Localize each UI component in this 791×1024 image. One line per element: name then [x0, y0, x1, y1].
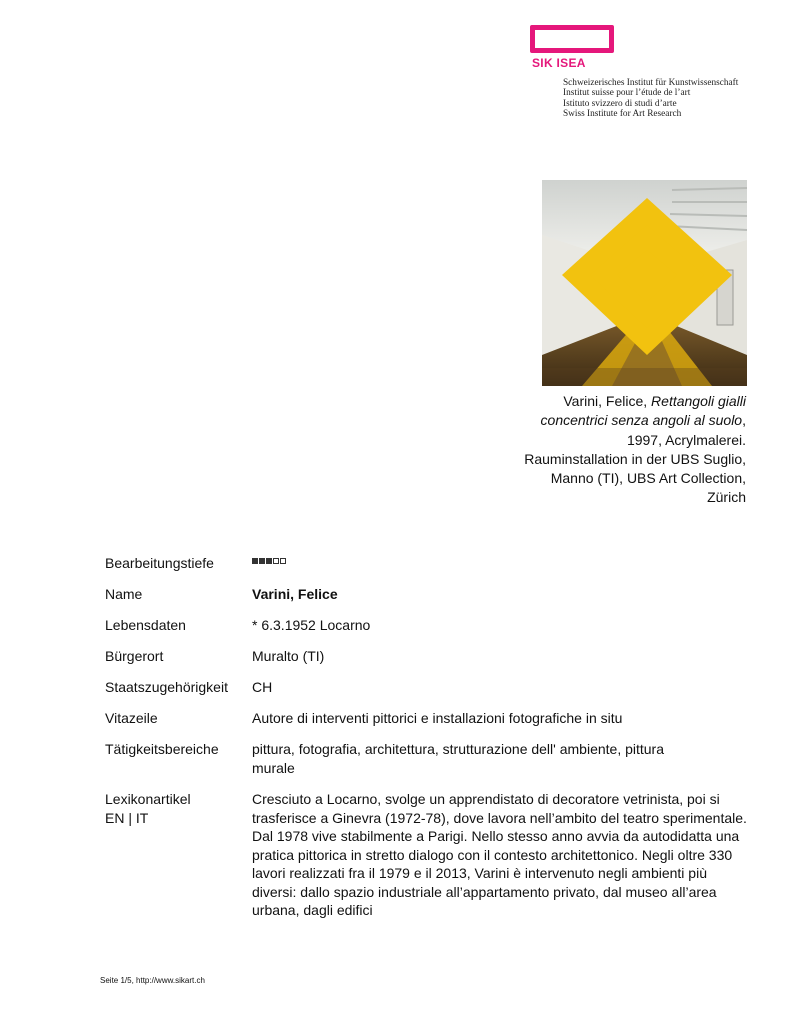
caption-line-5: Manno (TI), UBS Art Collection, — [550, 470, 746, 487]
activity-label: Tätigkeitsbereiche — [105, 741, 219, 757]
page-footer: Seite 1/5, http://www.sikart.ch — [100, 976, 205, 985]
institute-names — [563, 78, 738, 119]
name-label: Name — [105, 586, 143, 602]
artwork-photo — [542, 180, 747, 386]
caption-line-1 — [486, 392, 746, 411]
activity-value: pittura, fotografia, architettura, strutturazione dell' ambiente, pittura murale — [252, 741, 665, 776]
depth-rating — [252, 558, 286, 564]
institute-name-en: Swiss Institute for Art Research — [563, 108, 682, 119]
lexicon-language-links[interactable]: EN | IT — [105, 809, 149, 826]
artwork-illustration — [542, 180, 747, 386]
logo-frame-icon — [530, 25, 614, 53]
depth-square-2 — [259, 558, 265, 564]
caption-line-2 — [486, 411, 746, 430]
depth-square-1 — [252, 558, 258, 564]
vita-value: Autore di interventi pittorici e installazioni fotografiche in situ — [252, 710, 623, 726]
artwork-caption — [486, 392, 746, 508]
origin-value: Muralto (TI) — [252, 648, 325, 664]
logo-brand-text: SIK ISEA — [532, 56, 586, 70]
depth-square-3 — [266, 558, 272, 564]
life-dates-value: * 6.3.1952 Locarno — [252, 617, 371, 633]
nationality-label: Staatszugehörigkeit — [105, 679, 228, 695]
depth-square-4 — [273, 558, 279, 564]
institute-name-it: Istituto svizzero di studi d’arte — [563, 98, 677, 109]
caption-artist: Varini, Felice, — [563, 393, 652, 409]
caption-line-4: Rauminstallation in der UBS Suglio, — [524, 450, 746, 467]
caption-title-part2: concentrici senza angoli al suolo — [540, 412, 743, 429]
name-value: Varini, Felice — [252, 586, 338, 602]
caption-comma: , — [742, 412, 746, 429]
caption-line-6: Zürich — [707, 489, 746, 506]
lexicon-label-title: Lexikonartikel — [105, 791, 191, 807]
caption-title-part1: Rettangoli gialli — [651, 393, 746, 409]
life-dates-label: Lebensdaten — [105, 617, 186, 633]
caption-line-3: 1997, Acrylmalerei. — [626, 431, 746, 448]
origin-label: Bürgerort — [105, 648, 164, 664]
depth-square-5 — [280, 558, 286, 564]
lexicon-label — [105, 790, 191, 827]
nationality-value: CH — [252, 679, 273, 695]
lexicon-article-text: Cresciuto a Locarno, svolge un apprendistato di decoratore vetrinista, poi si trasferisce a Ginevra (1972-78), dove lavora nell’ambito del teatro sperimentale. Dal 1978 vive stabilmente a Parigi. Nello stesso anno avvia da autodidatta una pratica pittorica in stretto dialogo con il contesto architettonico. Negli oltre 330 lavori realizzati fra il 1979 e il 2013, Varini è intervenuto negli ambienti più diversi: dallo spazio industriale all’appartamento privato, dal museo all’area urbana, dagli edifici — [252, 791, 747, 918]
institute-name-fr: Institut suisse pour l’étude de l’art — [563, 88, 691, 99]
institute-name-de: Schweizerisches Institut für Kunstwissenschaft — [563, 78, 739, 88]
vita-label: Vitazeile — [105, 710, 158, 726]
depth-label: Bearbeitungstiefe — [105, 555, 214, 571]
